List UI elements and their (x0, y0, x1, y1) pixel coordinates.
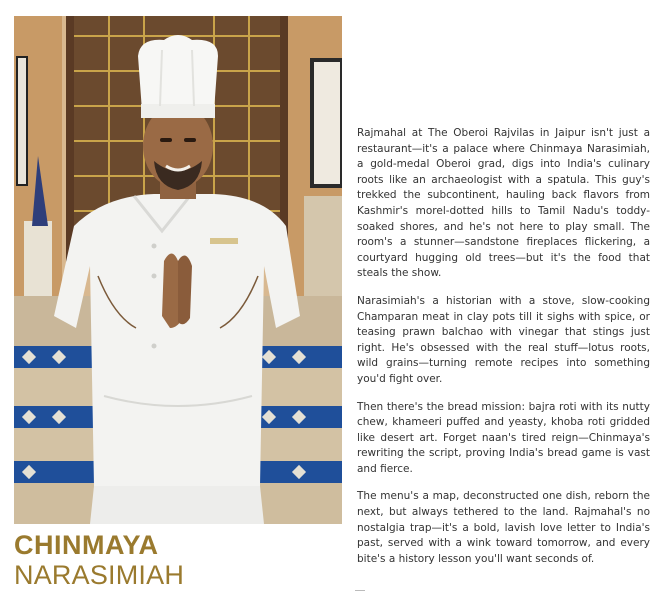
chef-last-name: NARASIMIAH (14, 560, 185, 590)
article-paragraph-2: Narasimiah's a historian with a stove, slow-cooking Champaran meat in clay pots till it sighs with spice, or teasing prawn balchao with vinegar that stings just right. He's obsessed with the real stuff—lotus roots, wild grains—turning remote recipes into something you'd fight over. (357, 294, 650, 385)
article-body (357, 126, 650, 579)
page-mark (355, 590, 365, 595)
chef-photo (14, 16, 342, 524)
chef-first-name: CHINMAYA (14, 530, 159, 560)
article-paragraph-4: The menu's a map, deconstructed one dish, reborn the next, but always tethered to the land. Rajmahal's no nostalgia trap—it's a bold, lavish love letter to India's past, served with a wink toward tomorrow, and every bite's a history lesson you'll want seconds of. (357, 490, 650, 565)
article-paragraph-3: Then there's the bread mission: bajra roti with its nutty chew, khameeri puffed and yeasty, khoba roti gridded like desert art. Forget naan's tired reign—Chinmaya's rewriting the script, proving India's bread game is vast and fierce. (357, 400, 650, 475)
article-paragraph-1: Rajmahal at The Oberoi Rajvilas in Jaipur isn't just a restaurant—it's a palace where Chinmaya Narasimiah, a gold-medal Oberoi grad, digs into India's culinary roots like an archaeologist with a spatula. This guy's trekked the subcontinent, hauling back flavors from Kashmir's morel-dotted hills to Tamil Nadu's toddy-soaked shores, and he's not here to play small. The room's a stunner—sandstone fireplaces flickering, a courtyard hugging old trees—but it's the food that steals the show. (357, 127, 650, 280)
chef-name-block (14, 530, 184, 590)
